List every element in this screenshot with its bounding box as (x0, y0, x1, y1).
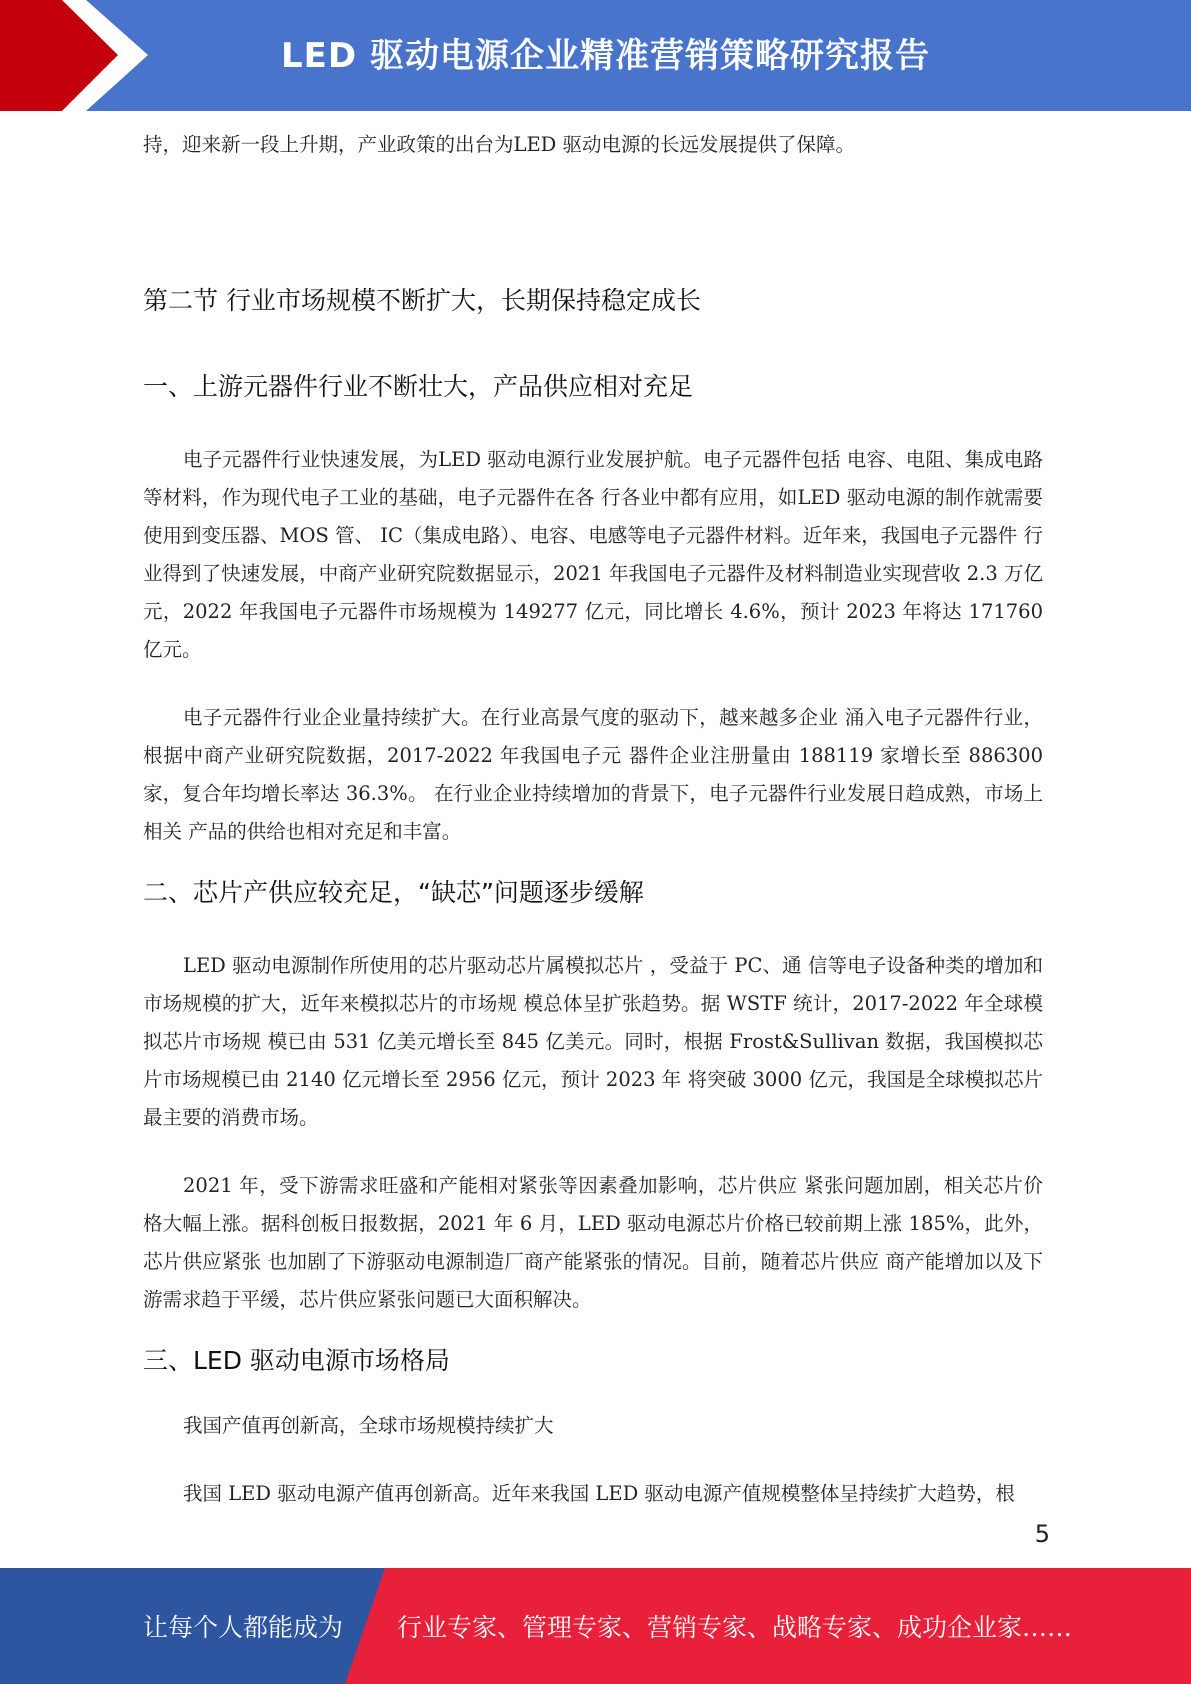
paragraph-2: 电子元器件行业企业量持续扩大。在行业高景气度的驱动下，越来越多企业 涌入电子元器件行业，根据中商产业研究院数据，2017-2022 年我国电子元 器件企业注册量由 188119 家增长至 886300 家，复合年均增长率达 36.3%。 在行业企业持续增加的背景下，电子元器件行业发展日趋成熟，市场上相关 产品的供给也相对充足和丰富。 (143, 706, 1043, 843)
paragraph-4: 2021 年，受下游需求旺盛和产能相对紧张等因素叠加影响，芯片供应 紧张问题加剧，相关芯片价格大幅上涨。据科创板日报数据，2021 年 6 月，LED 驱动电源芯片价格已较前期上涨 185%，此外，芯片供应紧张 也加剧了下游驱动电源制造厂商产能紧张的情况。目前，随着芯片供应 商产能增加以及下游需求趋于平缓，芯片供应紧张问题已大面积解决。 (143, 1174, 1043, 1311)
paragraph-1: 电子元器件行业快速发展，为LED 驱动电源行业发展护航。电子元器件包括 电容、电阻、集成电路等材料，作为现代电子工业的基础，电子元器件在各 行各业中都有应用，如LED 驱动电源的制作就需要使用到变压器、MOS 管、 IC（集成电路）、电容、电感等电子元器件材料。近年来，我国电子元器件 行业得到了快速发展，中商产业研究院数据显示，2021 年我国电子元器件及材料制造业实现营收 2.3 万亿元，2022 年我国电子元器件市场规模为 149277 亿元，同比增长 4.6%，预计 2023 年将达 171760 亿元。 (143, 448, 1043, 661)
section-heading: 第二节 行业市场规模不断扩大，长期保持稳定成长 (143, 286, 701, 315)
paragraph-6: 我国 LED 驱动电源产值再创新高。近年来我国 LED 驱动电源产值规模整体呈持续扩大趋势，根 (183, 1482, 1015, 1505)
footer-slogan-left: 让每个人都能成为 (143, 1613, 344, 1642)
page-footer (0, 1568, 1191, 1684)
paragraph-3: LED 驱动电源制作所使用的芯片驱动芯片属模拟芯片 ，受益于 PC、通 信等电子设备种类的增加和市场规模的扩大，近年来模拟芯片的市场规 模总体呈扩张趋势。据 WSTF 统计，2017-2022 年全球模拟芯片市场规 模已由 531 亿美元增长至 845 亿美元。同时，根据 Frost&Sullivan 数据，我国模拟芯片市场规模已由 2140 亿元增长至 2956 亿元，预计 2023 年 将突破 3000 亿元，我国是全球模拟芯片最主要的消费市场。 (143, 954, 1043, 1129)
paragraph-5: 我国产值再创新高，全球市场规模持续扩大 (183, 1414, 554, 1437)
page-number: 5 (1034, 1520, 1050, 1548)
subheading-3: 三、LED 驱动电源市场格局 (143, 1346, 450, 1375)
footer-slogan-right: 行业专家、管理专家、营销专家、战略专家、成功企业家…… (397, 1613, 1073, 1642)
page-header (0, 0, 1191, 111)
page-title: LED 驱动电源企业精准营销策略研究报告 (281, 36, 930, 76)
subheading-1: 一、上游元器件行业不断壮大，产品供应相对充足 (143, 372, 694, 401)
paragraph-continued: 持，迎来新一段上升期，产业政策的出台为LED 驱动电源的长远发展提供了保障。 (143, 133, 856, 156)
document-body (143, 126, 1043, 1513)
subheading-2: 二、芯片产供应较充足，“缺芯”问题逐步缓解 (143, 878, 644, 907)
